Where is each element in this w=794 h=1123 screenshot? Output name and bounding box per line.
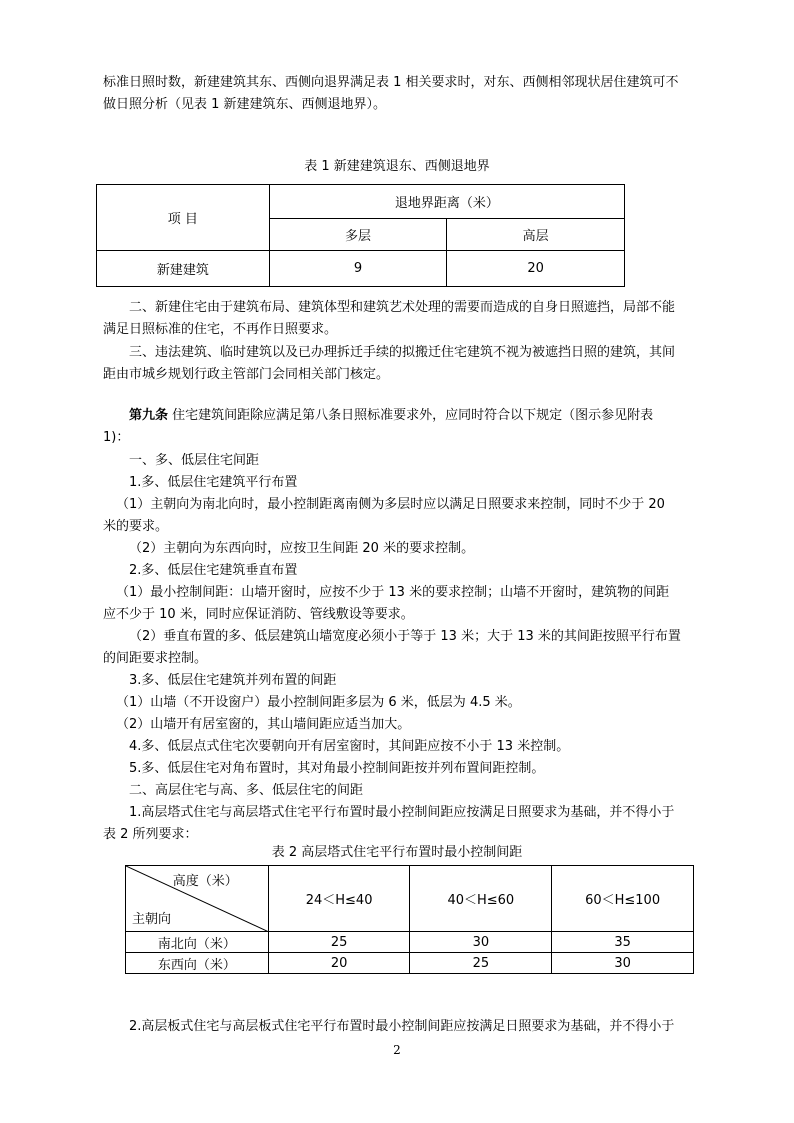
table2-cell: 25 [410,953,552,974]
table2-cell: 30 [552,953,694,974]
section-2-1-line-2: 表 2 所列要求： [103,827,198,842]
table2-cell: 35 [552,932,694,953]
intro-line-1: 标准日照时数，新建建筑其东、西侧向退界满足表 1 相关要求时，对东、西侧相邻现状居住建筑可不 [103,75,679,90]
table2-cell: 30 [410,932,552,953]
page-number: 2 [393,1043,401,1057]
table2-row-label: 南北向（米） [126,932,269,953]
para-2-line-1: 二、新建住宅由于建筑布局、建筑体型和建筑艺术处理的需要而造成的自身日照遮挡，局部不能 [129,300,676,315]
section-1-2b-line-2: 的间距要求控制。 [103,651,208,666]
article9-line-2: 1)： [103,430,130,445]
table-row [126,932,694,953]
article9-line-1 [103,405,715,427]
para-3-line-1: 三、违法建筑、临时建筑以及已办理拆迁手续的拟搬迁住宅建筑不视为被遮挡日照的建筑，其间 [129,345,676,360]
table1-row-label: 新建建筑 [97,251,270,287]
section-1-3a: （1）山墙（不开设窗户）最小控制间距多层为 6 米，低层为 4.5 米。 [116,695,521,710]
table1-item-header: 项 目 [97,185,270,251]
section-1-2-heading: 2.多、低层住宅建筑垂直布置 [129,563,298,578]
table-row [126,953,694,974]
table2-col-3: 60＜H≤100 [552,866,694,932]
table2-row-label: 东西向（米） [126,953,269,974]
section-1-5: 5.多、低层住宅对角布置时，其对角最小控制间距按并列布置间距控制。 [129,761,545,776]
table1 [96,184,625,287]
section-1-2a-line-1: （1）最小控制间距：山墙开窗时，应按不少于 13 米的要求控制；山墙不开窗时，建筑物的间距 [116,585,670,600]
section-1-1a-line-1: （1）主朝向为南北向时，最小控制距离南侧为多层时应以满足日照要求来控制，同时不少于 20 [116,497,665,512]
para-3-line-2: 距由市城乡规划行政主管部门会同相关部门核定。 [103,367,390,382]
table2-cell: 20 [268,953,410,974]
section-2-2-line-1: 2.高层板式住宅与高层板式住宅平行布置时最小控制间距应按满足日照要求为基础，并不得小于 [129,1019,675,1034]
table2-col-2: 40＜H≤60 [410,866,552,932]
section-1-2b-line-1: （2）垂直布置的多、低层建筑山墙宽度必须小于等于 13 米；大于 13 米的其间距按照平行布置 [129,629,681,644]
table1-caption: 表 1 新建建筑退东、西侧退地界 [304,159,490,174]
para-2-line-2: 满足日照标准的住宅，不再作日照要求。 [103,322,338,337]
section-1-heading: 一、多、低层住宅间距 [129,453,260,468]
table2 [125,865,694,974]
section-2-1-line-1: 1.高层塔式住宅与高层塔式住宅平行布置时最小控制间距应按满足日照要求为基础，并不得小于 [129,805,675,820]
table1-col-highrise: 高层 [447,219,625,251]
table1-cell-highrise: 20 [447,251,625,287]
section-1-4: 4.多、低层点式住宅次要朝向开有居室窗时，其间距应按不小于 13 米控制。 [129,739,570,754]
section-1-1-heading: 1.多、低层住宅建筑平行布置 [129,475,298,490]
table1-cell-multistory: 9 [269,251,447,287]
article9-text: 住宅建筑间距除应满足第八条日照标准要求外，应同时符合以下规定（图示参见附表 [168,408,654,423]
table2-corner-height-label: 高度（米） [172,874,238,889]
table2-cell: 25 [268,932,410,953]
table2-caption: 表 2 高层塔式住宅平行布置时最小控制间距 [271,845,523,860]
section-2-heading: 二、高层住宅与高、多、低层住宅的间距 [129,783,364,798]
section-1-2a-line-2: 应不少于 10 米，同时应保证消防、管线敷设等要求。 [103,607,414,622]
article9-title: 第九条 [129,408,169,423]
table2-corner-orientation-label: 主朝向 [132,912,172,927]
table1-col-multistory: 多层 [269,219,447,251]
section-1-1b: （2）主朝向为东西向时，应按卫生间距 20 米的要求控制。 [129,541,475,556]
table2-col-1: 24＜H≤40 [268,866,410,932]
table1-group-header: 退地界距离（米） [269,185,624,219]
section-1-1a-line-2: 米的要求。 [103,519,169,534]
section-1-3b: （2）山墙开有居室窗的，其山墙间距应适当加大。 [116,717,411,732]
section-1-3-heading: 3.多、低层住宅建筑并列布置的间距 [129,673,337,688]
table2-corner-cell [126,866,269,932]
intro-line-2: 做日照分析（见表 1 新建建筑东、西侧退地界）。 [103,97,387,112]
